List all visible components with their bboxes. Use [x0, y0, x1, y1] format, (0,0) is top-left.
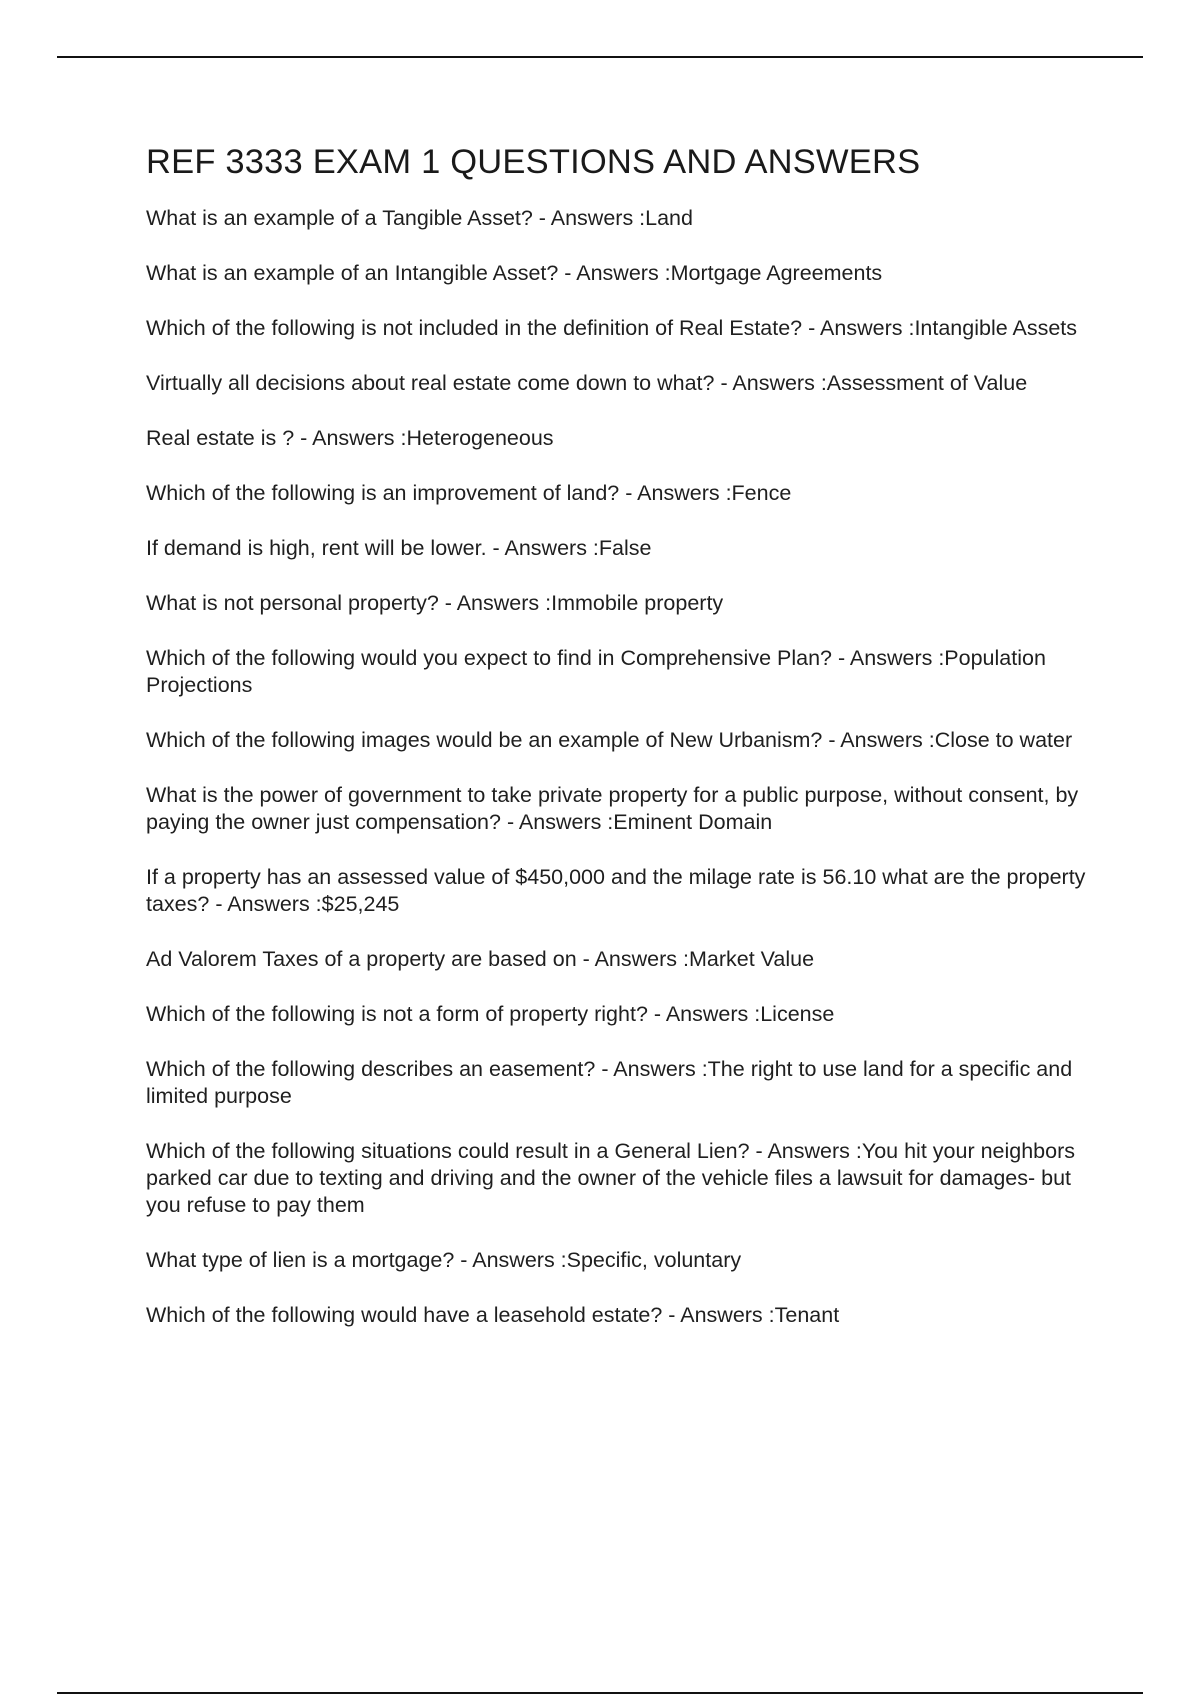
qa-item: What is not personal property? - Answers :Immobile property — [146, 591, 724, 616]
qa-item: Which of the following describes an easement? - Answers :The right to use land for a specific and limited purpose — [146, 1057, 1073, 1109]
qa-item: Which of the following images would be an example of New Urbanism? - Answers :Close to water — [146, 728, 1073, 753]
qa-item: Which of the following situations could result in a General Lien? - Answers :You hit your neighbors parked car due to texting and driving and the owner of the vehicle files a lawsuit for damages- but you refuse to pay them — [146, 1139, 1076, 1218]
qa-item: If demand is high, rent will be lower. - Answers :False — [146, 536, 652, 561]
qa-item: Real estate is ? - Answers :Heterogeneous — [146, 426, 554, 451]
document-body — [146, 142, 1086, 1357]
top-divider — [57, 56, 1143, 58]
qa-item: What is the power of government to take private property for a public purpose, without consent, by paying the owner just compensation? - Answers :Eminent Domain — [146, 783, 1079, 835]
qa-item: Which of the following is not included in the definition of Real Estate? - Answers :Intangible Assets — [146, 316, 1077, 341]
qa-item: What type of lien is a mortgage? - Answers :Specific, voluntary — [146, 1248, 742, 1273]
qa-item: Which of the following is an improvement of land? - Answers :Fence — [146, 481, 792, 506]
qa-item: Virtually all decisions about real estate come down to what? - Answers :Assessment of Value — [146, 371, 1028, 396]
qa-item: What is an example of a Tangible Asset? - Answers :Land — [146, 206, 693, 231]
document-title: REF 3333 EXAM 1 QUESTIONS AND ANSWERS — [146, 143, 921, 181]
qa-item: Which of the following is not a form of property right? - Answers :License — [146, 1002, 835, 1027]
bottom-divider — [57, 1692, 1143, 1694]
qa-item: What is an example of an Intangible Asset? - Answers :Mortgage Agreements — [146, 261, 883, 286]
qa-item: If a property has an assessed value of $450,000 and the milage rate is 56.10 what are the property taxes? - Answers :$25,245 — [146, 865, 1086, 917]
qa-item: Which of the following would you expect to find in Comprehensive Plan? - Answers :Population Projections — [146, 646, 1046, 698]
qa-item: Which of the following would have a leasehold estate? - Answers :Tenant — [146, 1303, 840, 1328]
qa-list — [146, 205, 1086, 1329]
qa-item: Ad Valorem Taxes of a property are based on - Answers :Market Value — [146, 947, 815, 972]
